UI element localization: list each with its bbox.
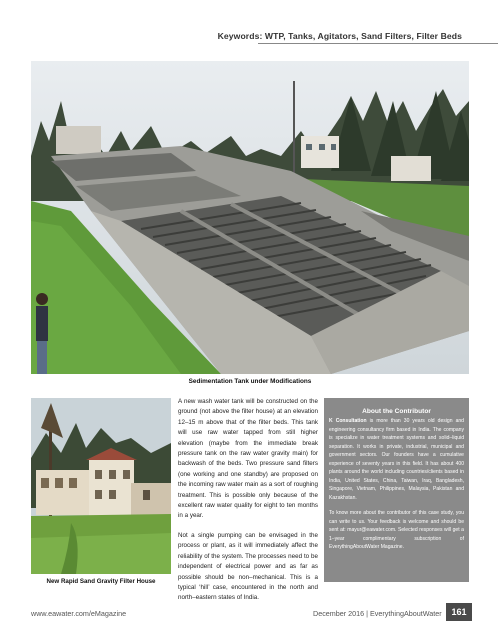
contributor-feedback: To know more about the contributor of this case study, you can write to us. Your feedback is welcome and should be sent at: mayur@eawater.com. Selected responses will get a 1–year complimentary subscription of EverythingAboutWater Magazine. bbox=[329, 510, 464, 550]
header-keywords: Keywords: WTP, Tanks, Agitators, Sand Filters, Filter Beds bbox=[217, 31, 462, 41]
main-figure-caption: Sedimentation Tank under Modifications bbox=[188, 378, 312, 385]
sedimentation-tank-photo bbox=[31, 61, 469, 374]
header-rule bbox=[258, 43, 498, 44]
contributor-bio bbox=[329, 417, 464, 502]
body-paragraph: Not a single pumping can be envisaged in the process or plant, as it will immediately affect the reliability of the system. The processes need to be independent of electrical power and as far as possible should be non–mechanical. This is a typical ‘hill’ case, encountered in the north and north–eastern states of India. bbox=[178, 531, 318, 602]
body-paragraph: A new wash water tank will be constructed on the ground (not above the filter house) at an elevation 12–15 m above that of the filter beds. This tank will use raw water tapped from still higher elevation (maybe from the immediate break pressure tank on the raw water gravity main) for backwash of the beds. Two pressure sand filters (one working and one standby) are proposed on the incoming raw water main as a sort of roughing treatment. This is possible only because of the excellent raw water quality for eight to ten months in a year. bbox=[178, 398, 318, 520]
page-number: 161 bbox=[446, 603, 472, 621]
contributor-name: K Consultation bbox=[329, 418, 367, 424]
footer-url: www.eawater.com/eMagazine bbox=[31, 609, 127, 618]
filter-house-photo bbox=[31, 398, 171, 574]
contributor-bio-text: is more than 30 years old design and engineering consultancy firm based in India. The company is specialize in water treatment systems and solid–liquid separation. It works in private, industrial, municipal and government sectors. Our founders have a cumulative experience of seventy years in this field. It has about 400 plants around the world including countries/clients based in India, United States, China, Taiwan, Iraq, Bangladesh, Singapore, Vietnam, Philippines, Malaysia, Pakistan and Kazakhstan. bbox=[329, 418, 464, 501]
footer-issue: December 2016 | EverythingAboutWater bbox=[313, 609, 442, 618]
side-figure-caption: New Rapid Sand Gravity Filter House bbox=[46, 578, 156, 585]
contributor-title: About the Contributor bbox=[362, 408, 431, 415]
body-text-column bbox=[178, 397, 318, 613]
contributor-box bbox=[324, 398, 469, 582]
